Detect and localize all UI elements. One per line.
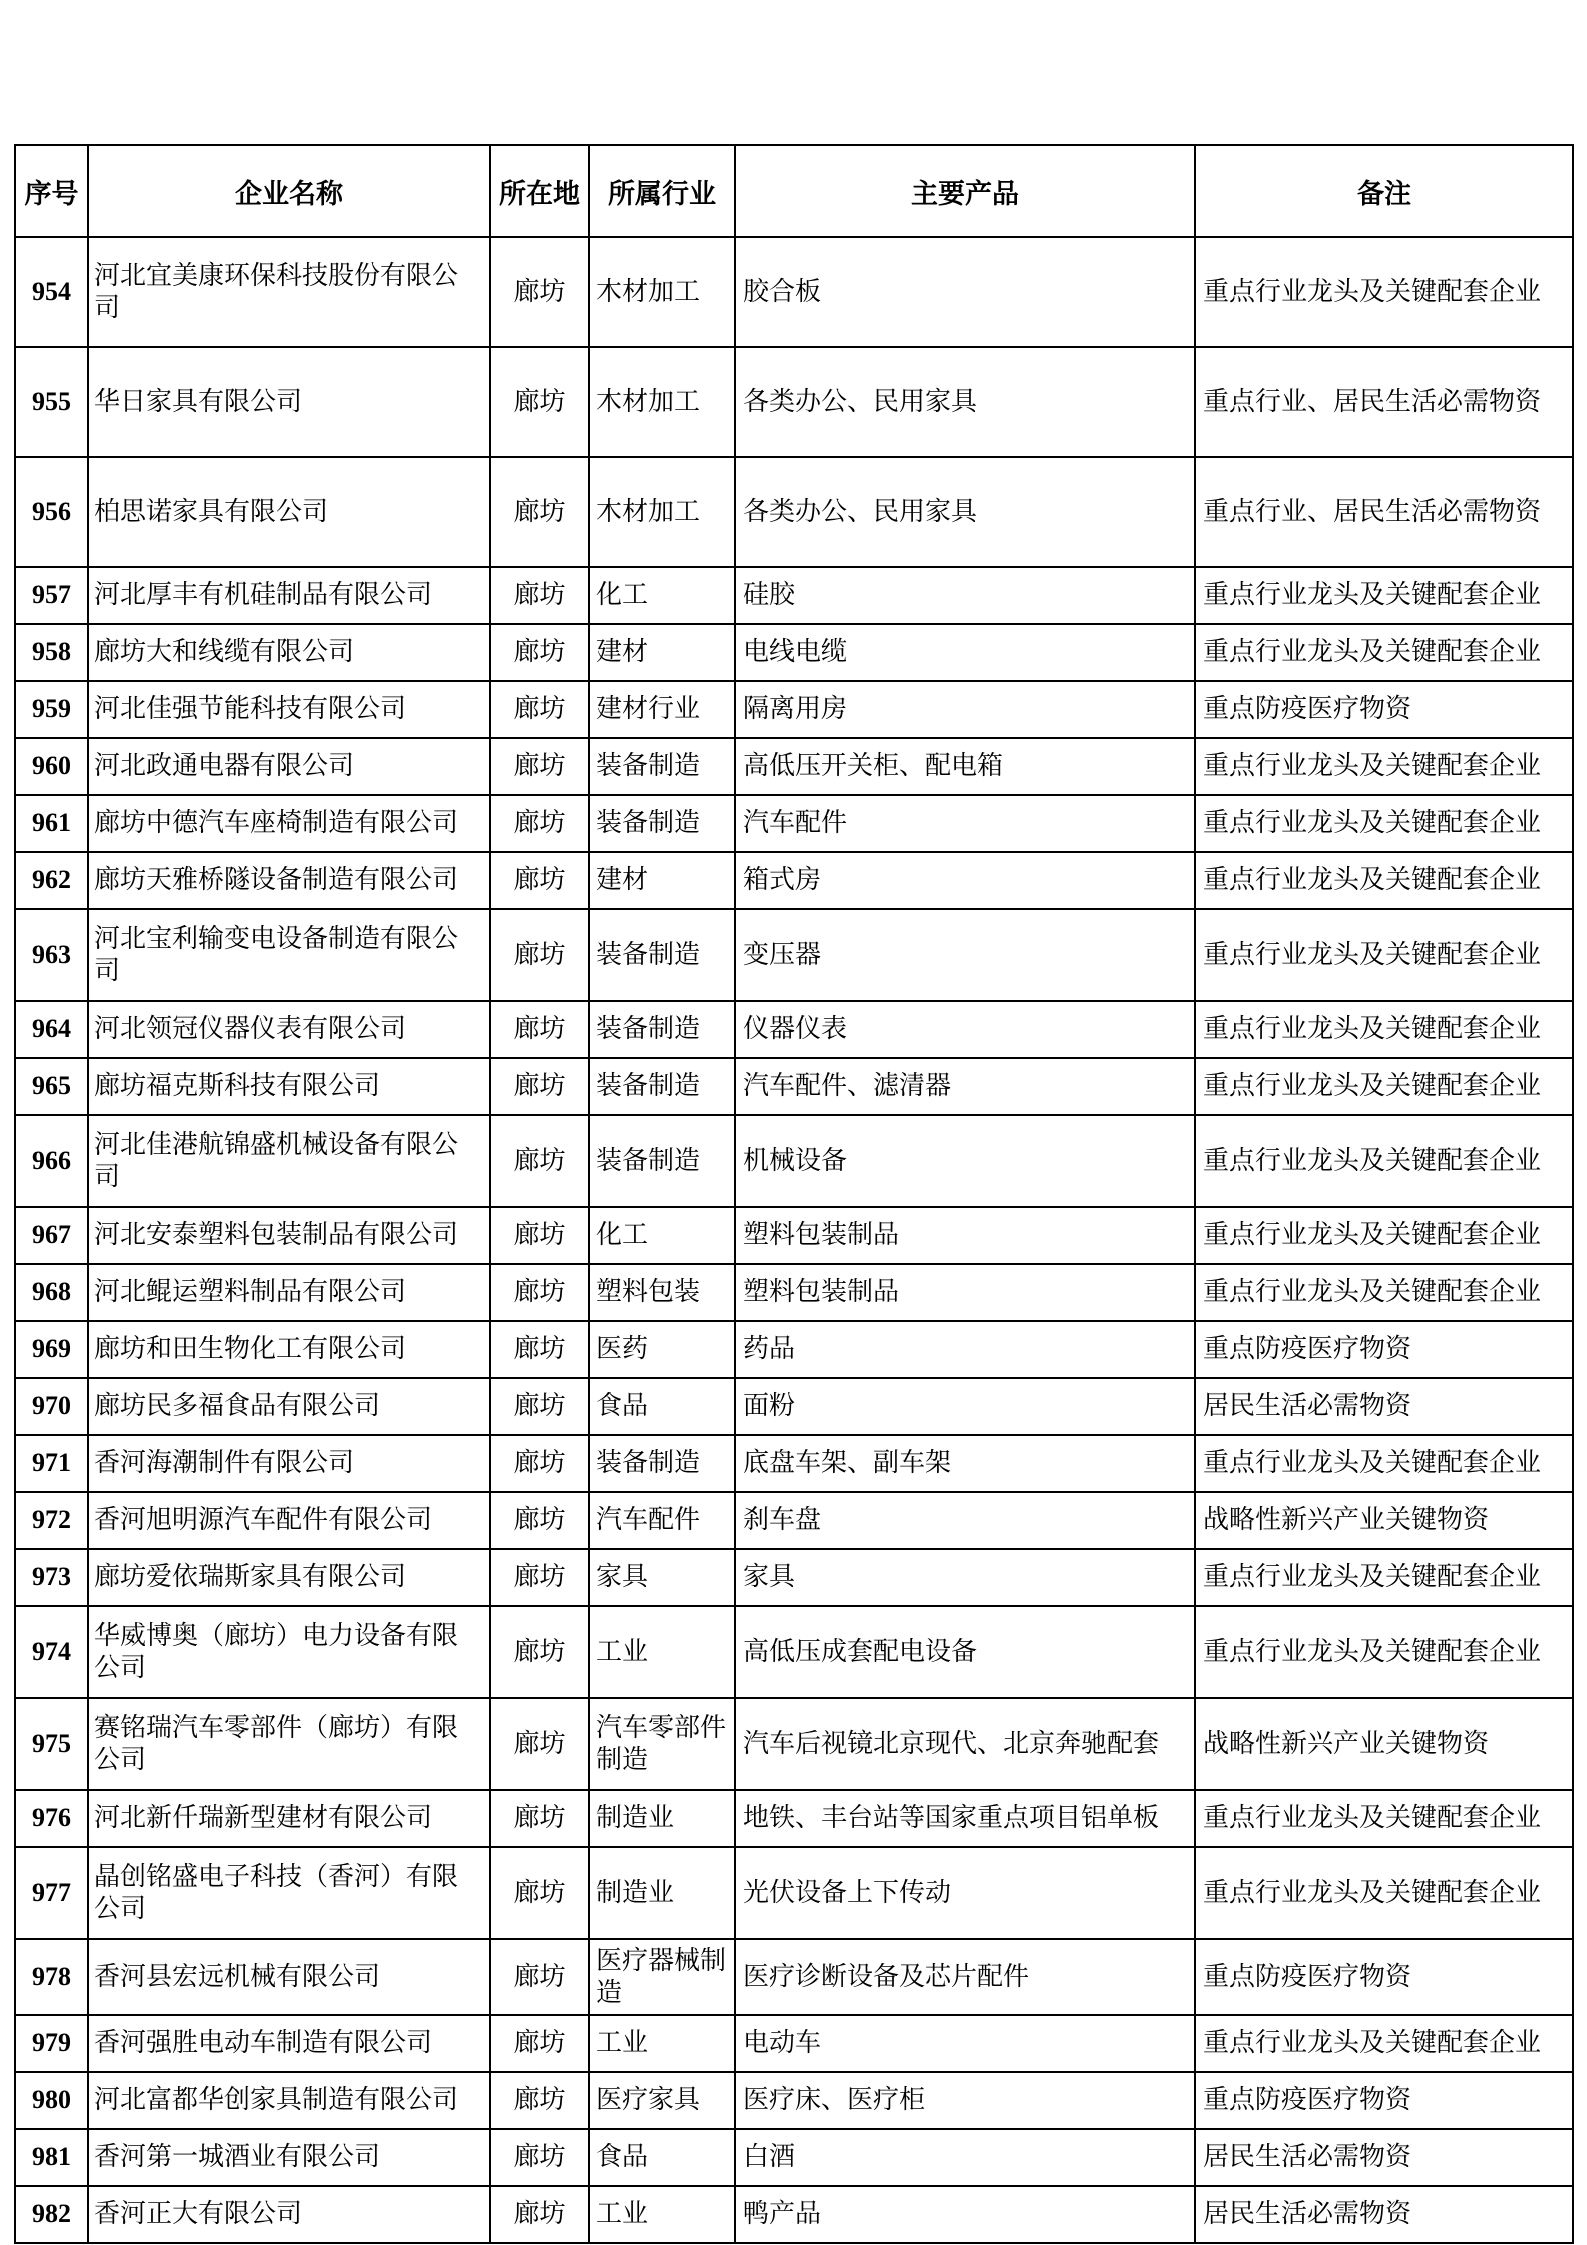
location-cell: 廊坊 bbox=[490, 2186, 589, 2243]
company-name-cell: 廊坊中德汽车座椅制造有限公司 bbox=[88, 795, 490, 852]
remark-cell: 重点行业龙头及关键配套企业 bbox=[1195, 1058, 1573, 1115]
company-name-cell: 河北宝利输变电设备制造有限公司 bbox=[88, 909, 490, 1001]
remark-cell: 重点防疫医疗物资 bbox=[1195, 1321, 1573, 1378]
company-name-cell: 河北领冠仪器仪表有限公司 bbox=[88, 1001, 490, 1058]
location-cell: 廊坊 bbox=[490, 1790, 589, 1847]
remark-cell: 重点行业龙头及关键配套企业 bbox=[1195, 1435, 1573, 1492]
serial-number-cell: 969 bbox=[15, 1321, 88, 1378]
company-name-cell: 香河海潮制件有限公司 bbox=[88, 1435, 490, 1492]
serial-number-cell: 967 bbox=[15, 1207, 88, 1264]
main-products-cell: 仪器仪表 bbox=[735, 1001, 1195, 1058]
main-products-cell: 高低压开关柜、配电箱 bbox=[735, 738, 1195, 795]
industry-cell: 工业 bbox=[589, 2015, 735, 2072]
company-name-cell: 河北宜美康环保科技股份有限公司 bbox=[88, 237, 490, 347]
serial-number-cell: 965 bbox=[15, 1058, 88, 1115]
table-row bbox=[15, 1939, 1573, 2015]
table-row bbox=[15, 237, 1573, 347]
serial-number-cell: 973 bbox=[15, 1549, 88, 1606]
main-products-cell: 鸭产品 bbox=[735, 2186, 1195, 2243]
serial-number-cell: 954 bbox=[15, 237, 88, 347]
main-products-cell: 隔离用房 bbox=[735, 681, 1195, 738]
location-cell: 廊坊 bbox=[490, 1378, 589, 1435]
company-name-cell: 华威博奥（廊坊）电力设备有限公司 bbox=[88, 1606, 490, 1698]
industry-cell: 化工 bbox=[589, 567, 735, 624]
remark-cell: 重点防疫医疗物资 bbox=[1195, 681, 1573, 738]
main-products-cell: 面粉 bbox=[735, 1378, 1195, 1435]
table-row bbox=[15, 2186, 1573, 2243]
industry-cell: 制造业 bbox=[589, 1790, 735, 1847]
remark-cell: 居民生活必需物资 bbox=[1195, 1378, 1573, 1435]
location-cell: 廊坊 bbox=[490, 795, 589, 852]
location-cell: 廊坊 bbox=[490, 2015, 589, 2072]
industry-cell: 家具 bbox=[589, 1549, 735, 1606]
main-products-cell: 光伏设备上下传动 bbox=[735, 1847, 1195, 1939]
location-cell: 廊坊 bbox=[490, 1847, 589, 1939]
table-row bbox=[15, 1378, 1573, 1435]
table-row bbox=[15, 2072, 1573, 2129]
main-products-cell: 家具 bbox=[735, 1549, 1195, 1606]
location-cell: 廊坊 bbox=[490, 1058, 589, 1115]
serial-number-cell: 978 bbox=[15, 1939, 88, 2015]
table-row bbox=[15, 2015, 1573, 2072]
serial-number-cell: 956 bbox=[15, 457, 88, 567]
company-name-cell: 香河正大有限公司 bbox=[88, 2186, 490, 2243]
remark-cell: 重点行业龙头及关键配套企业 bbox=[1195, 738, 1573, 795]
table-row bbox=[15, 1001, 1573, 1058]
remark-cell: 重点防疫医疗物资 bbox=[1195, 2072, 1573, 2129]
company-name-cell: 河北安泰塑料包装制品有限公司 bbox=[88, 1207, 490, 1264]
remark-cell: 重点行业龙头及关键配套企业 bbox=[1195, 909, 1573, 1001]
industry-cell: 建材 bbox=[589, 624, 735, 681]
serial-number-cell: 961 bbox=[15, 795, 88, 852]
table-row bbox=[15, 624, 1573, 681]
company-name-cell: 华日家具有限公司 bbox=[88, 347, 490, 457]
location-cell: 廊坊 bbox=[490, 1549, 589, 1606]
main-products-cell: 医疗诊断设备及芯片配件 bbox=[735, 1939, 1195, 2015]
company-name-cell: 香河旭明源汽车配件有限公司 bbox=[88, 1492, 490, 1549]
location-cell: 廊坊 bbox=[490, 852, 589, 909]
location-cell: 廊坊 bbox=[490, 909, 589, 1001]
industry-cell: 建材 bbox=[589, 852, 735, 909]
remark-cell: 重点行业、居民生活必需物资 bbox=[1195, 457, 1573, 567]
main-products-cell: 硅胶 bbox=[735, 567, 1195, 624]
main-products-cell: 底盘车架、副车架 bbox=[735, 1435, 1195, 1492]
location-cell: 廊坊 bbox=[490, 237, 589, 347]
remark-cell: 战略性新兴产业关键物资 bbox=[1195, 1698, 1573, 1790]
main-products-cell: 汽车后视镜北京现代、北京奔驰配套 bbox=[735, 1698, 1195, 1790]
main-products-cell: 高低压成套配电设备 bbox=[735, 1606, 1195, 1698]
remark-cell: 重点行业龙头及关键配套企业 bbox=[1195, 1549, 1573, 1606]
table-row bbox=[15, 1264, 1573, 1321]
table-row bbox=[15, 2129, 1573, 2186]
table-row bbox=[15, 1606, 1573, 1698]
header-location: 所在地 bbox=[490, 145, 589, 237]
location-cell: 廊坊 bbox=[490, 1207, 589, 1264]
table-row bbox=[15, 681, 1573, 738]
industry-cell: 食品 bbox=[589, 2129, 735, 2186]
remark-cell: 重点行业龙头及关键配套企业 bbox=[1195, 1115, 1573, 1207]
remark-cell: 重点行业龙头及关键配套企业 bbox=[1195, 1790, 1573, 1847]
remark-cell: 重点行业龙头及关键配套企业 bbox=[1195, 1264, 1573, 1321]
main-products-cell: 塑料包装制品 bbox=[735, 1264, 1195, 1321]
industry-cell: 木材加工 bbox=[589, 457, 735, 567]
location-cell: 廊坊 bbox=[490, 1321, 589, 1378]
company-name-cell: 廊坊和田生物化工有限公司 bbox=[88, 1321, 490, 1378]
main-products-cell: 白酒 bbox=[735, 2129, 1195, 2186]
location-cell: 廊坊 bbox=[490, 1606, 589, 1698]
industry-cell: 装备制造 bbox=[589, 1115, 735, 1207]
header-company-name: 企业名称 bbox=[88, 145, 490, 237]
main-products-cell: 机械设备 bbox=[735, 1115, 1195, 1207]
serial-number-cell: 979 bbox=[15, 2015, 88, 2072]
industry-cell: 工业 bbox=[589, 2186, 735, 2243]
table-row bbox=[15, 852, 1573, 909]
table-row bbox=[15, 567, 1573, 624]
location-cell: 廊坊 bbox=[490, 1264, 589, 1321]
company-name-cell: 河北富都华创家具制造有限公司 bbox=[88, 2072, 490, 2129]
company-name-cell: 河北政通电器有限公司 bbox=[88, 738, 490, 795]
main-products-cell: 塑料包装制品 bbox=[735, 1207, 1195, 1264]
main-products-cell: 各类办公、民用家具 bbox=[735, 347, 1195, 457]
remark-cell: 重点行业龙头及关键配套企业 bbox=[1195, 2015, 1573, 2072]
header-remark: 备注 bbox=[1195, 145, 1573, 237]
industry-cell: 化工 bbox=[589, 1207, 735, 1264]
remark-cell: 战略性新兴产业关键物资 bbox=[1195, 1492, 1573, 1549]
main-products-cell: 刹车盘 bbox=[735, 1492, 1195, 1549]
table-row bbox=[15, 1435, 1573, 1492]
table-row bbox=[15, 1115, 1573, 1207]
company-name-cell: 河北新仟瑞新型建材有限公司 bbox=[88, 1790, 490, 1847]
header-main-products: 主要产品 bbox=[735, 145, 1195, 237]
serial-number-cell: 980 bbox=[15, 2072, 88, 2129]
table-row bbox=[15, 1549, 1573, 1606]
serial-number-cell: 972 bbox=[15, 1492, 88, 1549]
table-row bbox=[15, 738, 1573, 795]
main-products-cell: 医疗床、医疗柜 bbox=[735, 2072, 1195, 2129]
location-cell: 廊坊 bbox=[490, 1492, 589, 1549]
main-products-cell: 各类办公、民用家具 bbox=[735, 457, 1195, 567]
main-products-cell: 电动车 bbox=[735, 2015, 1195, 2072]
company-name-cell: 香河县宏远机械有限公司 bbox=[88, 1939, 490, 2015]
table-body bbox=[15, 237, 1573, 2243]
industry-cell: 医疗家具 bbox=[589, 2072, 735, 2129]
company-name-cell: 廊坊福克斯科技有限公司 bbox=[88, 1058, 490, 1115]
company-name-cell: 河北鲲运塑料制品有限公司 bbox=[88, 1264, 490, 1321]
location-cell: 廊坊 bbox=[490, 1698, 589, 1790]
table-row bbox=[15, 347, 1573, 457]
table-row bbox=[15, 1790, 1573, 1847]
industry-cell: 装备制造 bbox=[589, 1001, 735, 1058]
industry-cell: 工业 bbox=[589, 1606, 735, 1698]
location-cell: 廊坊 bbox=[490, 1001, 589, 1058]
table-row bbox=[15, 1207, 1573, 1264]
company-name-cell: 河北厚丰有机硅制品有限公司 bbox=[88, 567, 490, 624]
remark-cell: 重点行业龙头及关键配套企业 bbox=[1195, 852, 1573, 909]
serial-number-cell: 959 bbox=[15, 681, 88, 738]
main-products-cell: 地铁、丰台站等国家重点项目铝单板 bbox=[735, 1790, 1195, 1847]
location-cell: 廊坊 bbox=[490, 624, 589, 681]
serial-number-cell: 963 bbox=[15, 909, 88, 1001]
main-products-cell: 药品 bbox=[735, 1321, 1195, 1378]
table-row bbox=[15, 1058, 1573, 1115]
main-products-cell: 汽车配件、滤清器 bbox=[735, 1058, 1195, 1115]
location-cell: 廊坊 bbox=[490, 2072, 589, 2129]
table-row bbox=[15, 1492, 1573, 1549]
industry-cell: 制造业 bbox=[589, 1847, 735, 1939]
industry-cell: 装备制造 bbox=[589, 1435, 735, 1492]
location-cell: 廊坊 bbox=[490, 1435, 589, 1492]
serial-number-cell: 970 bbox=[15, 1378, 88, 1435]
main-products-cell: 电线电缆 bbox=[735, 624, 1195, 681]
serial-number-cell: 966 bbox=[15, 1115, 88, 1207]
company-name-cell: 河北佳强节能科技有限公司 bbox=[88, 681, 490, 738]
header-industry: 所属行业 bbox=[589, 145, 735, 237]
company-name-cell: 柏思诺家具有限公司 bbox=[88, 457, 490, 567]
serial-number-cell: 974 bbox=[15, 1606, 88, 1698]
location-cell: 廊坊 bbox=[490, 1939, 589, 2015]
industry-cell: 装备制造 bbox=[589, 795, 735, 852]
company-name-cell: 廊坊天雅桥隧设备制造有限公司 bbox=[88, 852, 490, 909]
location-cell: 廊坊 bbox=[490, 457, 589, 567]
table-row bbox=[15, 795, 1573, 852]
remark-cell: 重点行业龙头及关键配套企业 bbox=[1195, 795, 1573, 852]
table-row bbox=[15, 457, 1573, 567]
table-row bbox=[15, 1321, 1573, 1378]
serial-number-cell: 957 bbox=[15, 567, 88, 624]
header-row bbox=[15, 145, 1573, 237]
remark-cell: 居民生活必需物资 bbox=[1195, 2129, 1573, 2186]
remark-cell: 重点行业龙头及关键配套企业 bbox=[1195, 567, 1573, 624]
company-name-cell: 晶创铭盛电子科技（香河）有限公司 bbox=[88, 1847, 490, 1939]
serial-number-cell: 982 bbox=[15, 2186, 88, 2243]
remark-cell: 重点行业龙头及关键配套企业 bbox=[1195, 624, 1573, 681]
industry-cell: 医药 bbox=[589, 1321, 735, 1378]
serial-number-cell: 958 bbox=[15, 624, 88, 681]
industry-cell: 汽车配件 bbox=[589, 1492, 735, 1549]
remark-cell: 重点行业、居民生活必需物资 bbox=[1195, 347, 1573, 457]
industry-cell: 装备制造 bbox=[589, 1058, 735, 1115]
industry-cell: 汽车零部件制造 bbox=[589, 1698, 735, 1790]
industry-cell: 塑料包装 bbox=[589, 1264, 735, 1321]
serial-number-cell: 976 bbox=[15, 1790, 88, 1847]
main-products-cell: 胶合板 bbox=[735, 237, 1195, 347]
company-name-cell: 香河强胜电动车制造有限公司 bbox=[88, 2015, 490, 2072]
company-name-cell: 赛铭瑞汽车零部件（廊坊）有限公司 bbox=[88, 1698, 490, 1790]
table-row bbox=[15, 1698, 1573, 1790]
company-name-cell: 香河第一城酒业有限公司 bbox=[88, 2129, 490, 2186]
location-cell: 廊坊 bbox=[490, 347, 589, 457]
industry-cell: 木材加工 bbox=[589, 347, 735, 457]
company-name-cell: 廊坊大和线缆有限公司 bbox=[88, 624, 490, 681]
industry-cell: 建材行业 bbox=[589, 681, 735, 738]
company-name-cell: 廊坊爱依瑞斯家具有限公司 bbox=[88, 1549, 490, 1606]
table-row bbox=[15, 909, 1573, 1001]
main-products-cell: 汽车配件 bbox=[735, 795, 1195, 852]
serial-number-cell: 971 bbox=[15, 1435, 88, 1492]
header-serial-number: 序号 bbox=[15, 145, 88, 237]
serial-number-cell: 955 bbox=[15, 347, 88, 457]
serial-number-cell: 968 bbox=[15, 1264, 88, 1321]
remark-cell: 重点行业龙头及关键配套企业 bbox=[1195, 1606, 1573, 1698]
serial-number-cell: 964 bbox=[15, 1001, 88, 1058]
industry-cell: 医疗器械制造 bbox=[589, 1939, 735, 2015]
location-cell: 廊坊 bbox=[490, 681, 589, 738]
company-table bbox=[14, 144, 1574, 2244]
company-name-cell: 廊坊民多福食品有限公司 bbox=[88, 1378, 490, 1435]
remark-cell: 重点防疫医疗物资 bbox=[1195, 1939, 1573, 2015]
serial-number-cell: 962 bbox=[15, 852, 88, 909]
location-cell: 廊坊 bbox=[490, 567, 589, 624]
main-products-cell: 箱式房 bbox=[735, 852, 1195, 909]
serial-number-cell: 975 bbox=[15, 1698, 88, 1790]
table-row bbox=[15, 1847, 1573, 1939]
serial-number-cell: 977 bbox=[15, 1847, 88, 1939]
remark-cell: 重点行业龙头及关键配套企业 bbox=[1195, 1847, 1573, 1939]
remark-cell: 居民生活必需物资 bbox=[1195, 2186, 1573, 2243]
remark-cell: 重点行业龙头及关键配套企业 bbox=[1195, 1001, 1573, 1058]
industry-cell: 装备制造 bbox=[589, 909, 735, 1001]
main-products-cell: 变压器 bbox=[735, 909, 1195, 1001]
industry-cell: 木材加工 bbox=[589, 237, 735, 347]
location-cell: 廊坊 bbox=[490, 738, 589, 795]
location-cell: 廊坊 bbox=[490, 2129, 589, 2186]
serial-number-cell: 960 bbox=[15, 738, 88, 795]
location-cell: 廊坊 bbox=[490, 1115, 589, 1207]
company-name-cell: 河北佳港航锦盛机械设备有限公司 bbox=[88, 1115, 490, 1207]
remark-cell: 重点行业龙头及关键配套企业 bbox=[1195, 237, 1573, 347]
industry-cell: 装备制造 bbox=[589, 738, 735, 795]
industry-cell: 食品 bbox=[589, 1378, 735, 1435]
serial-number-cell: 981 bbox=[15, 2129, 88, 2186]
remark-cell: 重点行业龙头及关键配套企业 bbox=[1195, 1207, 1573, 1264]
